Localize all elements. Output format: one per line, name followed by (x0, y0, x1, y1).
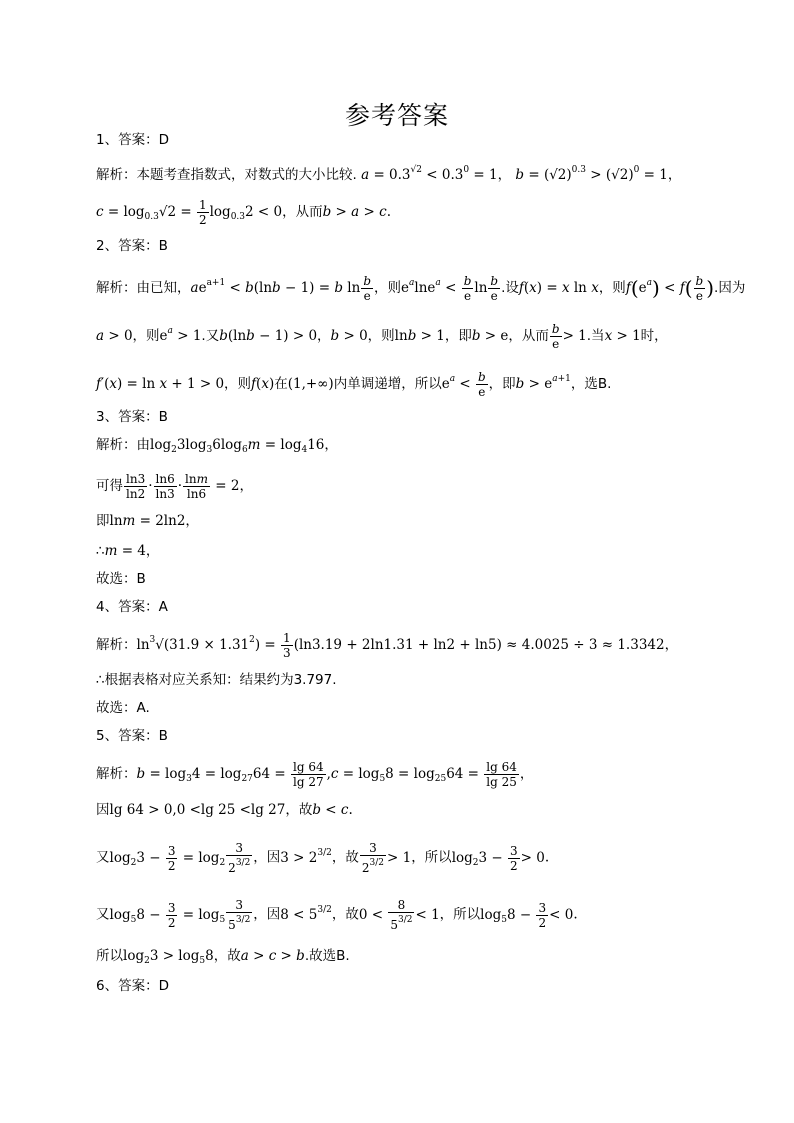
q3-answer: 3、答案：B (96, 409, 168, 425)
q1-line2: $c = \log_{0.3}√2$ = $\frac{1}{2}$ $\log_{0.3}2 < 0$，从而b > a > c. (96, 198, 391, 227)
q2-expr-1: $ae^{a+1} < b(\ln b - 1) = b$ ln $\frac{b}{e}$ (190, 274, 372, 303)
q3-line3: 即lnm = 2ln2， (96, 513, 199, 529)
q1-expr-c: $c = \log_{0.3}√2$ = $\frac{1}{2}$ $\log_{0.3}2 < 0$ (96, 198, 283, 227)
q5-line2: 因lg 64 > 0,0 <lg 25 <lg 27，故b < c. (96, 802, 353, 818)
q4-line2: ∴根据表格对应关系知：结果约为3.797. (96, 672, 337, 688)
q4-choice: 故选：A. (96, 700, 150, 716)
q6-answer: 6、答案：D (96, 978, 169, 994)
q2-expr-3: $f(e^a) < f$( $\frac{b}{e}$ ) (625, 274, 715, 303)
q4-answer: 4、答案：A (96, 599, 168, 615)
q5-answer: 5、答案：B (96, 728, 168, 744)
q1-conclusion: b > a > c (322, 204, 387, 220)
q3-choice: 故选：B (96, 571, 146, 587)
page-title: 参考答案 (344, 101, 449, 130)
q4-line1: 解析：$\ln^3√(31.9 \times 1.31^2)$ = $\frac{1}{3}$ (ln3.19 + 2ln1.31 + ln2 + ln5) ≈ 4.0025 ÷ 3 ≈ 1.3342， (96, 631, 679, 660)
q2-expr-2: $e^a\ln e^a$ < $\frac{b}{e}$ ln $\frac{b}{e}$ (401, 274, 499, 303)
q2-expr-f: f(x) = x ln x (518, 280, 599, 296)
q2-line3: f′(x) = ln x + 1 > 0，则f(x)在(1,+∞)内单调递增，所以$e^a$ < $\frac{b}{e}$ ，即$b > e^{a+1}$，选B. (96, 370, 612, 399)
q2-line2: a > 0，则$e^a > 1$.又b(lnb − 1) > 0，b > 0，则lnb > 1，即b > e，从而 $\frac{b}{e}$ > 1.当x > 1时， (96, 322, 668, 351)
q3-line4: ∴m = 4， (96, 543, 160, 559)
q5-line1: 解析：$b = \log_34 = \log_{27}64$ = $\frac{\lg 64}{\lg 27}$ $,c = \log_58 = \log_{25}64$ = $\frac{\lg 64}{\lg 25}$ ， (96, 760, 534, 789)
q1-expr-b: $b = (√2)^{0.3} > (√2)^0 = 1$ (515, 165, 668, 183)
q2-line1: 解析：由已知，$ae^{a+1} < b(\ln b - 1) = b$ ln $\frac{b}{e}$ ，则$e^a\ln e^a$ < $\frac{b}{e}$ ln $\frac{b}{e}$ .设f(x) = x ln x，则$f(e^a) < f$( $\frac{b}{e}$ ).因为 (96, 274, 746, 303)
q1-expr-a: $a = 0.3^{√2} < 0.3^0 = 1$ (361, 165, 498, 183)
q1-answer: 1、答案：D (96, 132, 169, 148)
q3-line2: 可得 $\frac{\ln 3}{\ln 2}$ · $\frac{\ln 6}{\ln 3}$ · $\frac{\ln m}{\ln 6}$ = 2， (96, 472, 253, 501)
q2-answer: 2、答案：B (96, 238, 168, 254)
q5-line5: 所以$\log_23 > \log_58$，故a > c > b.故选B. (96, 948, 350, 966)
q1-line1: 解析：本题考查指数式，对数式的大小比较. $a = 0.3^{√2} < 0.3^0 = 1$， $b = (√2)^{0.3} > (√2)^0 = 1$， (96, 165, 682, 183)
q5-line4: 又$\log_58$ − $\frac{3}{2}$ = $\log_5$ $\frac{3}{5^{3/2}}$ ，因$8 < 5^{3/2}$，故0 < $\frac{8}{5^{3/2}}$ < 1，所以$\log_58$ − $\frac{3}{2}$ < 0. (96, 898, 578, 932)
q3-line1: 解析：由$\log_23\log_36\log_6m = \log_416$， (96, 437, 338, 455)
q5-line3: 又$\log_23$ − $\frac{3}{2}$ = $\log_2$ $\frac{3}{2^{3/2}}$ ，因$3 > 2^{3/2}$，故 $\frac{3}{2^{3/2}}$ > 1，所以$\log_23$ − $\frac{3}{2}$ > 0. (96, 841, 550, 875)
